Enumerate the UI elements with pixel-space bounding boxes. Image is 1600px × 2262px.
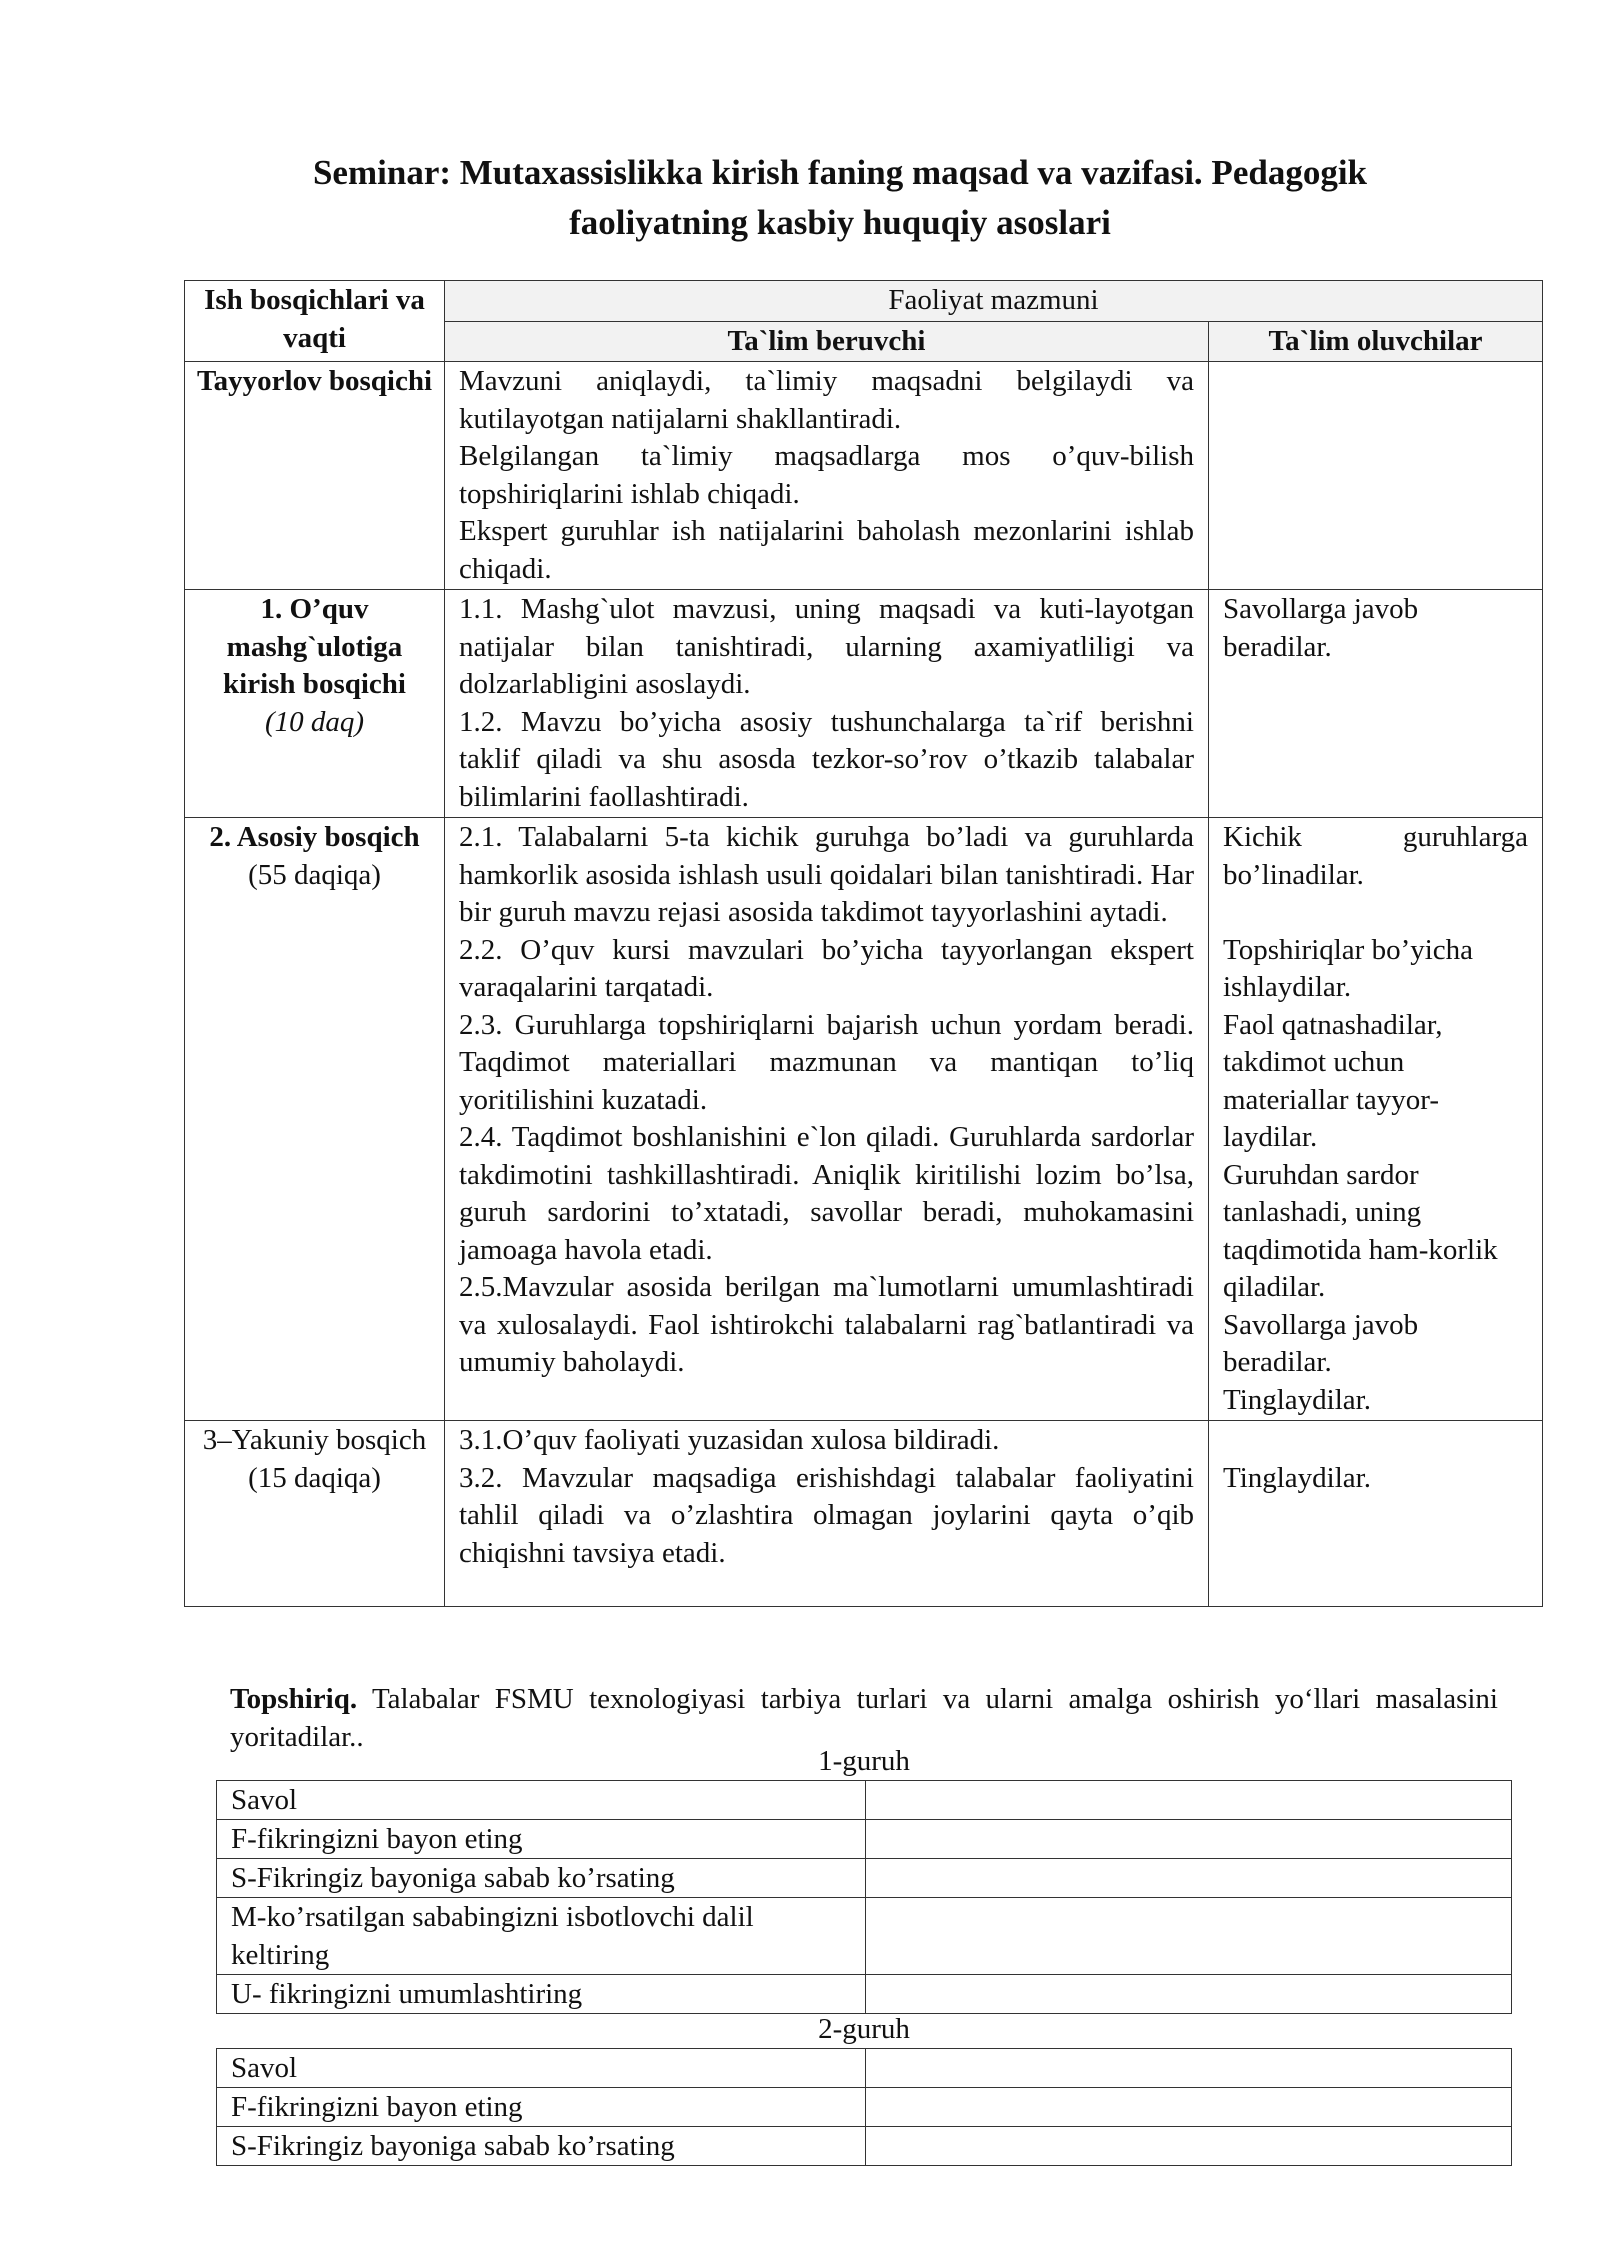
teacher-cell	[445, 590, 1209, 818]
students-cell	[1209, 590, 1543, 818]
teacher-step: Ekspert guruhlar ish natijalarini baholash mezonlarini ishlab chiqadi.	[459, 515, 1194, 585]
student-action: Guruhdan sardor tanlashadi, uning taqdimotida ham-korlik qiladilar.	[1223, 1158, 1498, 1303]
fsmu-answer-cell[interactable]	[866, 1820, 1512, 1859]
fsmu-question: Savol	[217, 2049, 866, 2088]
teacher-step: 2.4. Taqdimot boshlanishini e`lon qiladi. Guruhlarda sardorlar takdimotini tashkillashtiradi. Aniqlik kiritilishi lozim bo’lsa, guruh sardorini to’xtatadi, savollar beradi, muhokamasini jamoaga havola etadi.	[459, 1121, 1194, 1266]
table-row	[217, 1781, 1512, 1820]
student-action: Tinglaydilar.	[1223, 1383, 1371, 1416]
student-action: Savollarga javob beradilar.	[1223, 1308, 1419, 1378]
fsmu-question: Savol	[217, 1781, 866, 1820]
stage-time: (10 daq)	[264, 705, 365, 738]
table-row	[217, 2127, 1512, 2166]
fsmu-question: S-Fikringiz bayoniga sabab ko’rsating	[217, 2127, 866, 2166]
teacher-step: 3.2. Mavzular maqsadiga erishishdagi talabalar faoliyatini tahlil qiladi va o’zlashtira olmagan joylarini qayta o’qib chiqishni tavsiya etadi.	[459, 1461, 1194, 1569]
teacher-step: 1.2. Mavzu bo’yicha asosiy tushunchalarga ta`rif berishni taklif qiladi va shu asosda tezkor-so’rov o’tkazib talabalar bilimlarini faollashtiradi.	[459, 705, 1194, 813]
fsmu-answer-cell[interactable]	[866, 1781, 1512, 1820]
stage-header: Ish bosqichlari va vaqti	[185, 281, 445, 362]
stage-time: (15 daqiqa)	[248, 1461, 381, 1494]
fsmu-answer-cell[interactable]	[866, 2088, 1512, 2127]
teacher-header: Ta`lim beruvchi	[445, 321, 1209, 362]
stage-title: 1. O’quv mashg`ulotiga kirish bosqichi	[223, 593, 406, 700]
fsmu-table	[216, 2048, 1512, 2166]
stage-cell	[185, 362, 445, 590]
student-action: Tinglaydilar.	[1223, 1461, 1371, 1494]
students-header: Ta`lim oluvchilar	[1209, 321, 1543, 362]
table-row	[217, 2049, 1512, 2088]
teacher-step: 1.1. Mashg`ulot mavzusi, uning maqsadi va kuti-layotgan natijalar bilan tanishtiradi, ularning axamiyatliligi va dolzarlabligini asoslaydi.	[459, 593, 1194, 700]
stage-title: 3–Yakuniy bosqich	[202, 1424, 427, 1456]
students-cell	[1209, 818, 1543, 1421]
fsmu-table	[216, 1780, 1512, 2014]
teacher-step: 2.5.Mavzular asosida berilgan ma`lumotlarni umumlashtiradi va xulosalaydi. Faol ishtirokchi talabalarni rag`batlantiradi va umumiy baholaydi.	[459, 1271, 1194, 1378]
stage-time: (55 daqiqa)	[248, 858, 381, 891]
table-row	[217, 2088, 1512, 2127]
stage-title: Tayyorlov bosqichi	[196, 365, 433, 397]
fsmu-answer-cell[interactable]	[866, 2049, 1512, 2088]
teacher-step: 3.1.O’quv faoliyati yuzasidan xulosa bildiradi.	[459, 1424, 1000, 1456]
stage-cell	[185, 590, 445, 818]
fsmu-question: U- fikringizni umumlashtiring	[217, 1975, 866, 2014]
task-label: Topshiriq.	[230, 1683, 358, 1715]
fsmu-question: S-Fikringiz bayoniga sabab ko’rsating	[217, 1859, 866, 1898]
stage-cell	[185, 1421, 445, 1607]
student-action: Topshiriqlar bo’yicha ishlaydilar.	[1223, 933, 1474, 1003]
title-line-2: faoliyatning kasbiy huquqiy asoslari	[569, 203, 1111, 242]
title-line-1: Seminar: Mutaxassislikka kirish faning maqsad va vazifasi. Pedagogik	[312, 153, 1368, 192]
teacher-cell	[445, 362, 1209, 590]
student-action: Faol qatnashadilar, takdimot uchun materiallar tayyor-laydilar.	[1223, 1008, 1443, 1153]
table-row	[217, 1898, 1512, 1975]
teacher-cell	[445, 818, 1209, 1421]
fsmu-question: F-fikringizni bayon eting	[217, 2088, 866, 2127]
teacher-cell	[445, 1421, 1209, 1607]
table-row	[185, 818, 1543, 1421]
student-action-spacer	[1223, 1422, 1528, 1460]
teacher-step: Belgilangan ta`limiy maqsadlarga mos o’quv-bilish topshiriqlarini ishlab chiqadi.	[459, 440, 1194, 510]
fsmu-question: F-fikringizni bayon eting	[217, 1820, 866, 1859]
students-cell	[1209, 1421, 1543, 1607]
group-title: 2-guruh	[818, 2013, 910, 2045]
fsmu-answer-cell[interactable]	[866, 1859, 1512, 1898]
header-row-1	[185, 281, 1543, 322]
student-action: Savollarga javob beradilar.	[1223, 593, 1419, 663]
students-cell	[1209, 362, 1543, 590]
table-row	[217, 1975, 1512, 2014]
task-text: Talabalar FSMU texnologiyasi tarbiya turlari va ularni amalga oshirish yo‘llari masalasini yoritadilar..	[230, 1683, 1498, 1753]
table-row	[185, 590, 1543, 818]
lesson-plan-table	[184, 280, 1543, 1607]
stage-title: 2. Asosiy bosqich	[209, 821, 420, 853]
table-row	[217, 1820, 1512, 1859]
fsmu-answer-cell[interactable]	[866, 1898, 1512, 1975]
fsmu-answer-cell[interactable]	[866, 1975, 1512, 2014]
teacher-step: 2.3. Guruhlarga topshiriqlarni bajarish uchun yordam beradi. Taqdimot materiallari mazmunan va mantiqan to’liq yoritilishini kuzatadi.	[459, 1008, 1194, 1116]
table-row	[217, 1859, 1512, 1898]
teacher-step: Mavzuni aniqlaydi, ta`limiy maqsadni belgilaydi va kutilayotgan natijalarni shakllantiradi.	[459, 365, 1194, 435]
student-action: Kichik guruhlarga bo’linadilar.	[1223, 821, 1528, 891]
page-title	[240, 148, 1440, 248]
stage-cell	[185, 818, 445, 1421]
fsmu-answer-cell[interactable]	[866, 2127, 1512, 2166]
group-title: 1-guruh	[818, 1745, 910, 1777]
activity-header: Faoliyat mazmuni	[445, 281, 1543, 322]
fsmu-question: M-ko’rsatilgan sababingizni isbotlovchi dalil keltiring	[217, 1898, 866, 1975]
teacher-step: 2.2. O’quv kursi mavzulari bo’yicha tayyorlangan ekspert varaqalarini tarqatadi.	[459, 933, 1194, 1003]
table-row	[185, 362, 1543, 590]
teacher-step: 2.1. Talabalarni 5-ta kichik guruhga bo’ladi va guruhlarda hamkorlik asosida ishlash usuli qoidalari bilan tanishtiradi. Har bir guruh mavzu rejasi asosida takdimot tayyorlashini aytadi.	[459, 821, 1194, 928]
student-action-spacer	[1223, 894, 1528, 932]
table-row	[185, 1421, 1543, 1607]
